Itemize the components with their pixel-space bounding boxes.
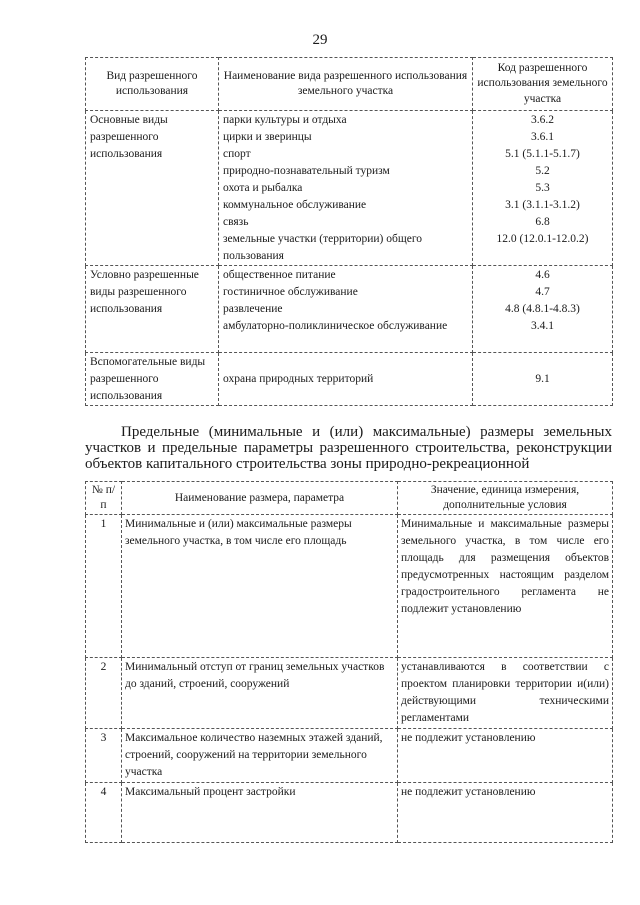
use-name: парки культуры и отдыха — [223, 114, 347, 126]
use-code: 9.1 — [535, 373, 550, 385]
row-number: 1 — [86, 515, 122, 658]
category-cell: Вспомогательные виды разрешенного использования — [86, 353, 219, 406]
use-code: 5.1 (5.1.1-5.1.7) — [505, 148, 580, 160]
category-cell: Условно разрешенные виды разрешенного использования — [86, 266, 219, 353]
use-name: амбулаторно-поликлиническое обслуживание — [223, 320, 448, 332]
row-number: 3 — [86, 729, 122, 783]
table-row — [86, 111, 613, 266]
use-name: охота и рыбалка — [223, 182, 303, 194]
use-names-cell — [219, 266, 473, 353]
use-code: 3.6.2 — [531, 114, 554, 126]
use-codes-cell — [473, 266, 613, 353]
use-name: общественное питание — [223, 269, 336, 281]
param-value: устанавливаются в соответствии с проектом планировки территории и(или) действующими техническими регламентами — [398, 658, 613, 729]
use-name: земельные участки (территории) общего пользования — [223, 233, 422, 262]
use-code: 4.7 — [535, 286, 550, 298]
use-name: гостиничное обслуживание — [223, 286, 358, 298]
category-cell: Основные виды разрешенного использования — [86, 111, 219, 266]
use-code: 5.3 — [535, 182, 550, 194]
header-param-value: Значение, единица измерения, дополнительные условия — [398, 482, 613, 515]
use-name: коммунальное обслуживание — [223, 199, 367, 211]
header-use-name: Наименование вида разрешенного использования земельного участка — [219, 58, 473, 111]
use-code: 4.8 (4.8.1-4.8.3) — [505, 303, 580, 315]
table-row — [86, 729, 613, 783]
row-number: 4 — [86, 783, 122, 843]
use-names-cell — [219, 111, 473, 266]
use-name: связь — [223, 216, 249, 228]
use-code: 4.6 — [535, 269, 550, 281]
use-names-cell — [219, 353, 473, 406]
param-name: Минимальный отступ от границ земельных участков до зданий, строений, сооружений — [122, 658, 398, 729]
parameters-table — [85, 481, 613, 843]
table-row — [86, 658, 613, 729]
row-number: 2 — [86, 658, 122, 729]
use-code: 3.6.1 — [531, 131, 554, 143]
param-value: не подлежит установлению — [398, 729, 613, 783]
use-code: 5.2 — [535, 165, 550, 177]
table-row — [86, 515, 613, 658]
table-header-row — [86, 58, 613, 111]
use-code: 3.1 (3.1.1-3.1.2) — [505, 199, 580, 211]
use-name: спорт — [223, 148, 251, 160]
param-name: Минимальные и (или) максимальные размеры земельного участка, в том числе его площадь — [122, 515, 398, 658]
param-value: не подлежит установлению — [398, 783, 613, 843]
use-name: развлечение — [223, 303, 283, 315]
param-name: Максимальное количество наземных этажей зданий, строений, сооружений на территории земельного участка — [122, 729, 398, 783]
use-code: 6.8 — [535, 216, 550, 228]
table-row — [86, 353, 613, 406]
header-param-name: Наименование размера, параметра — [122, 482, 398, 515]
use-name: природно-познавательный туризм — [223, 165, 390, 177]
use-name: цирки и зверинцы — [223, 131, 312, 143]
section-paragraph — [85, 424, 612, 472]
table-row — [86, 783, 613, 843]
table-row — [86, 266, 613, 353]
use-name: охрана природных территорий — [223, 373, 374, 385]
use-codes-cell — [473, 111, 613, 266]
use-codes-cell — [473, 353, 613, 406]
header-num: № п/п — [86, 482, 122, 515]
table-header-row — [86, 482, 613, 515]
header-use-code: Код разрешенного использования земельного участка — [473, 58, 613, 111]
use-code: 3.4.1 — [531, 320, 554, 332]
param-value: Минимальные и максимальные размеры земельного участка, в том числе его площадь для размещения объектов предусмотренных настоящим разделом градостроительного регламента не подлежит установлению — [398, 515, 613, 658]
page-number: 29 — [312, 32, 328, 48]
header-use-type: Вид разрешенного использования — [86, 58, 219, 111]
use-code: 12.0 (12.0.1-12.0.2) — [496, 233, 589, 245]
param-name: Максимальный процент застройки — [122, 783, 398, 843]
paragraph-text: Предельные (минимальные и (или) максимальные) размеры земельных участков и предельные параметры разрешенного строительства, реконструкции объектов капитального строительства зоны природно-рекреационной — [85, 424, 612, 472]
permitted-use-table — [85, 57, 613, 406]
